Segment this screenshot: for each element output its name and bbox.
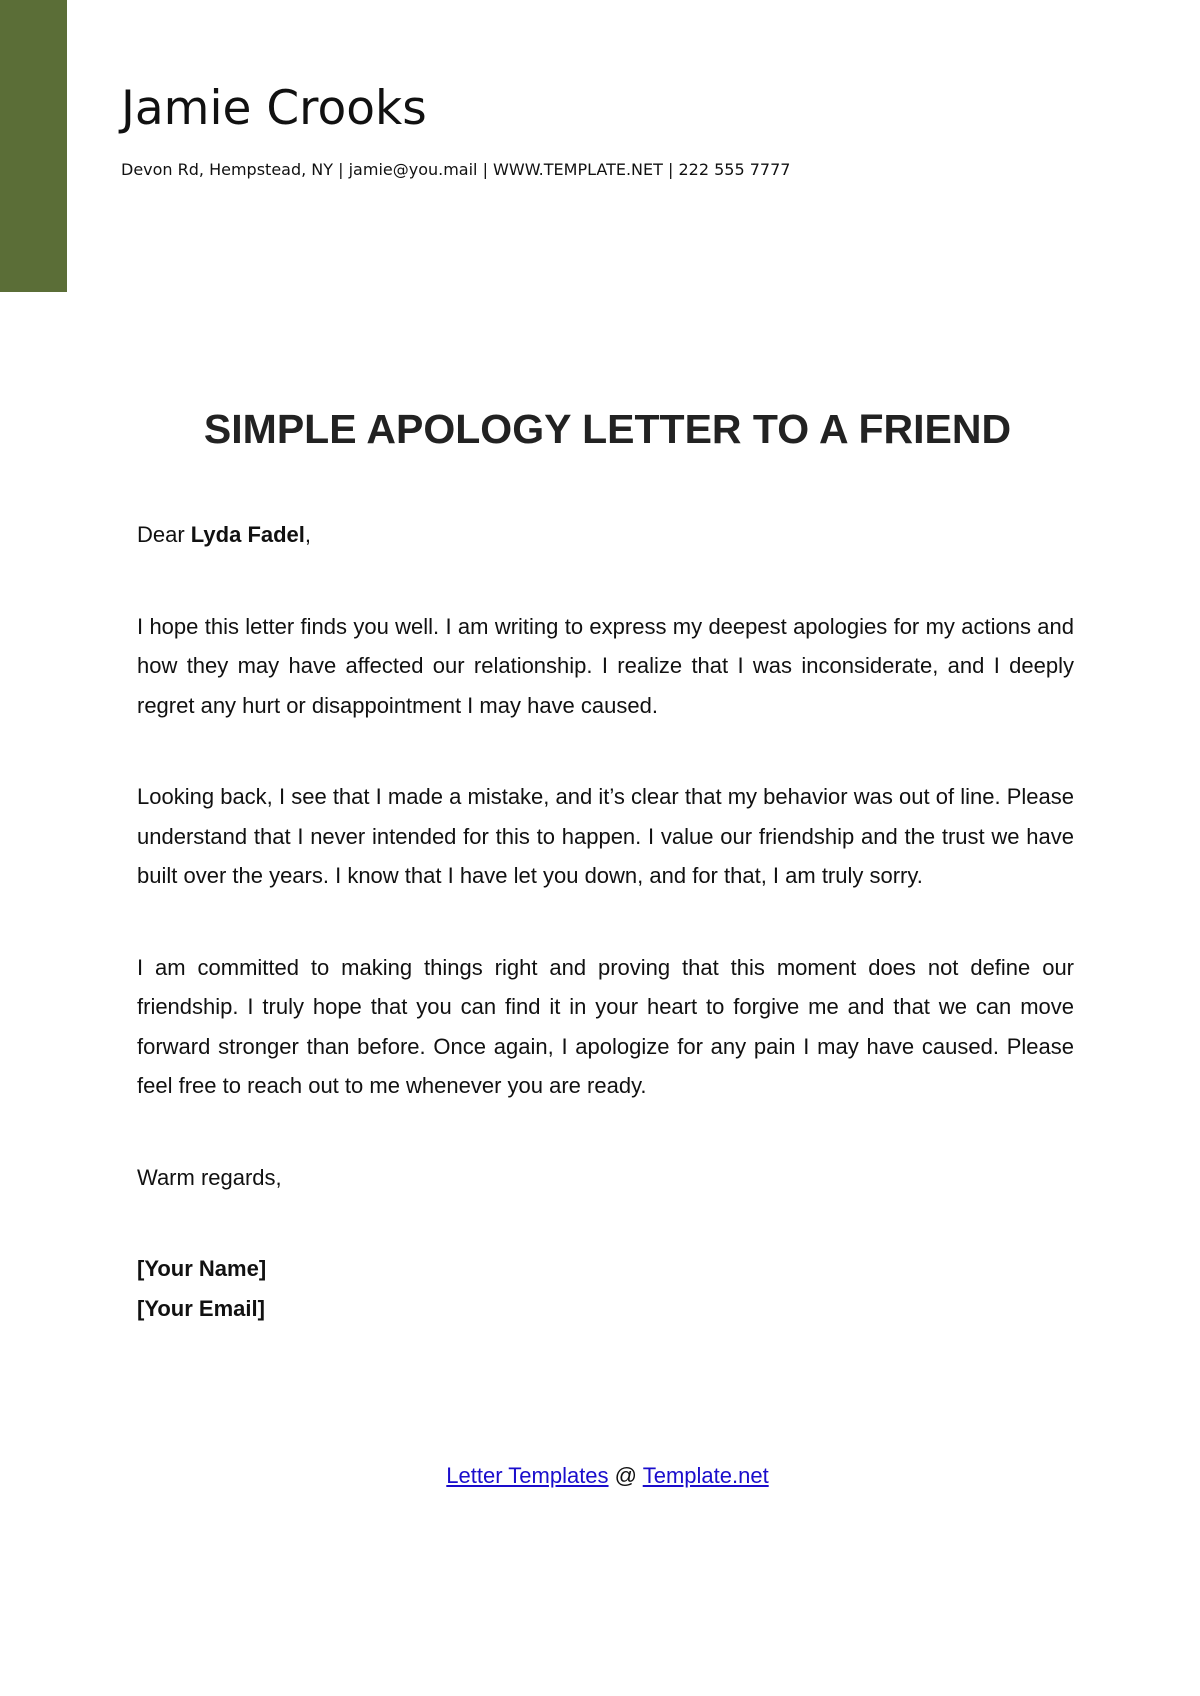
footer-separator: @ bbox=[608, 1463, 643, 1488]
salutation bbox=[137, 515, 1074, 555]
body-paragraph: Looking back, I see that I made a mistake, and it’s clear that my behavior was out of line. Please understand that I never intended for this to happen. I value our friendship and the trust we have built over the years. I know that I have let you down, and for that, I am truly sorry. bbox=[137, 784, 1074, 888]
template-net-link[interactable]: Template.net bbox=[642, 1463, 769, 1488]
sender-contact-info: Devon Rd, Hempstead, NY | jamie@you.mail | WWW.TEMPLATE.NET | 222 555 7777 bbox=[121, 160, 791, 179]
salutation-suffix: , bbox=[304, 522, 312, 547]
footer bbox=[0, 1461, 1200, 1491]
closing: Warm regards, bbox=[137, 1164, 282, 1190]
body-paragraph: I hope this letter finds you well. I am writing to express my deepest apologies for my actions and how they may have affected our relationship. I realize that I was inconsiderate, and I deeply regret any hurt or disappointment I may have caused. bbox=[137, 613, 1074, 718]
sender-name: Jamie Crooks bbox=[121, 81, 427, 136]
letter-title: SIMPLE APOLOGY LETTER TO A FRIEND bbox=[203, 406, 1012, 452]
accent-bar bbox=[0, 0, 67, 292]
body-paragraph: I am committed to making things right and proving that this moment does not define our friendship. I truly hope that you can find it in your heart to forgive me and that we can move forward stronger than before. Once again, I apologize for any pain I may have caused. Please feel free to reach out to me whenever you are ready. bbox=[137, 954, 1074, 1098]
salutation-prefix: Dear bbox=[137, 522, 191, 547]
letter-body bbox=[137, 515, 1074, 1328]
recipient-name: Lyda Fadel bbox=[190, 522, 305, 547]
signature-email: [Your Email] bbox=[137, 1295, 265, 1321]
letter-templates-link[interactable]: Letter Templates bbox=[446, 1463, 609, 1488]
signature-name: [Your Name] bbox=[137, 1256, 267, 1281]
